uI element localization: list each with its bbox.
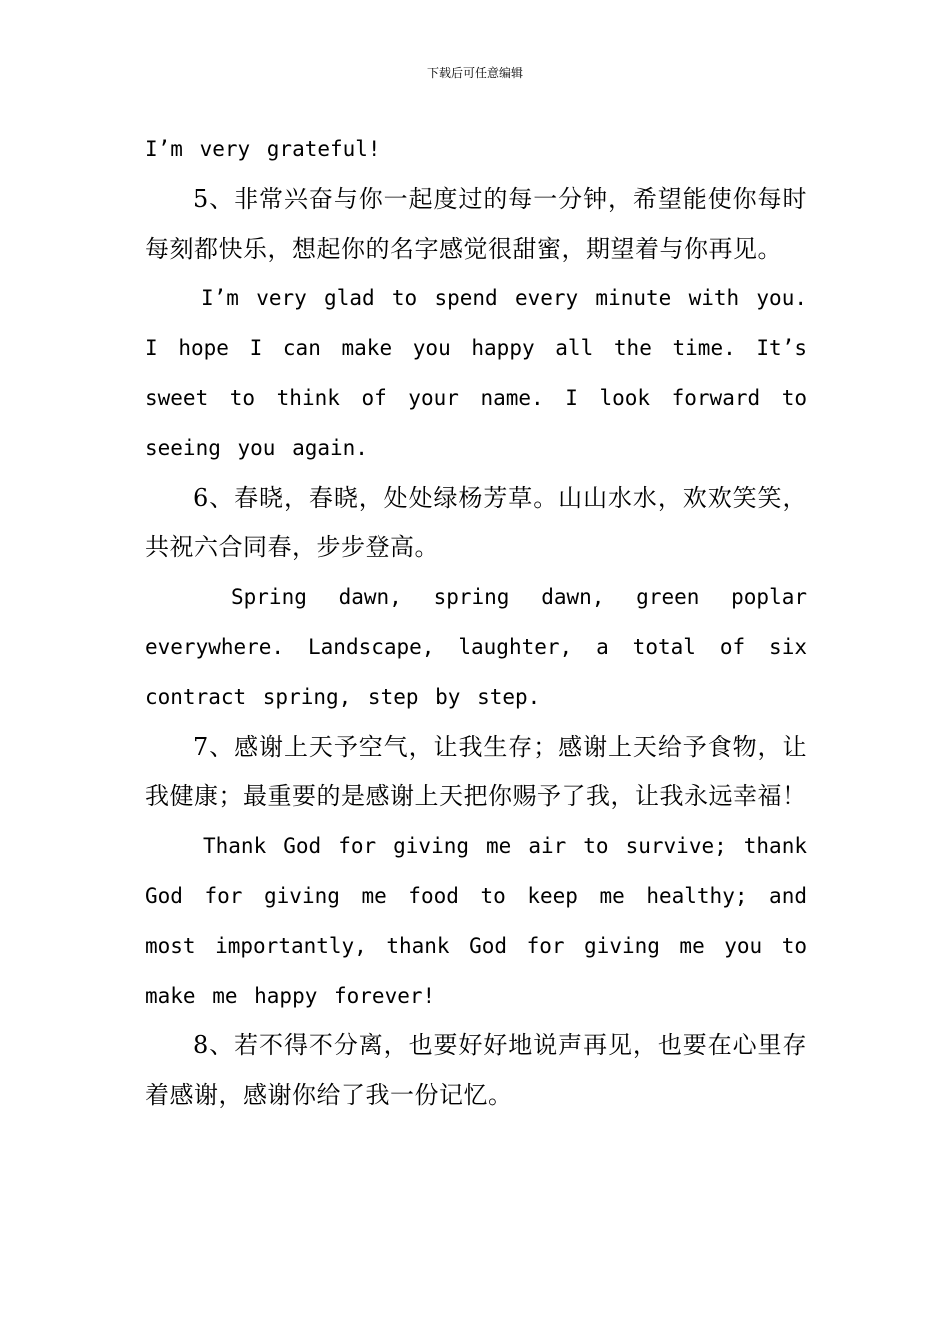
paragraph-en-intro: I’m very grateful! <box>145 137 381 161</box>
paragraph-en-5: I’m very glad to spend every minute with you. I hope I can make you happy all the time. It’s sweet to think of your name. I look forward to seeing you again. <box>145 286 807 460</box>
page-header: 下载后可任意编辑 <box>426 66 523 80</box>
paragraph-en-7: Thank God for giving me air to survive; thank God for giving me food to keep me healthy; and most importantly, thank God for giving me you to make me happy forever! <box>145 834 807 1008</box>
paragraph-zh-8: 8、若不得不分离，也要好好地说声再见，也要在心里存着感谢，感谢你给了我一份记忆。 <box>145 1031 807 1110</box>
paragraph-zh-7: 7、感谢上天予空气，让我生存；感谢上天给予食物，让我健康；最重要的是感谢上天把你赐予了我，让我永远幸福！ <box>145 732 807 811</box>
document-body <box>145 125 807 1121</box>
paragraph-zh-5: 5、非常兴奋与你一起度过的每一分钟，希望能使你每时每刻都快乐，想起你的名字感觉很甜蜜，期望着与你再见。 <box>145 184 807 263</box>
paragraph-zh-6: 6、春晓，春晓，处处绿杨芳草。山山水水，欢欢笑笑，共祝六合同春，步步登高。 <box>145 483 807 562</box>
paragraph-en-6: Spring dawn, spring dawn, green poplar everywhere. Landscape, laughter, a total of six contract spring, step by step. <box>145 585 807 709</box>
